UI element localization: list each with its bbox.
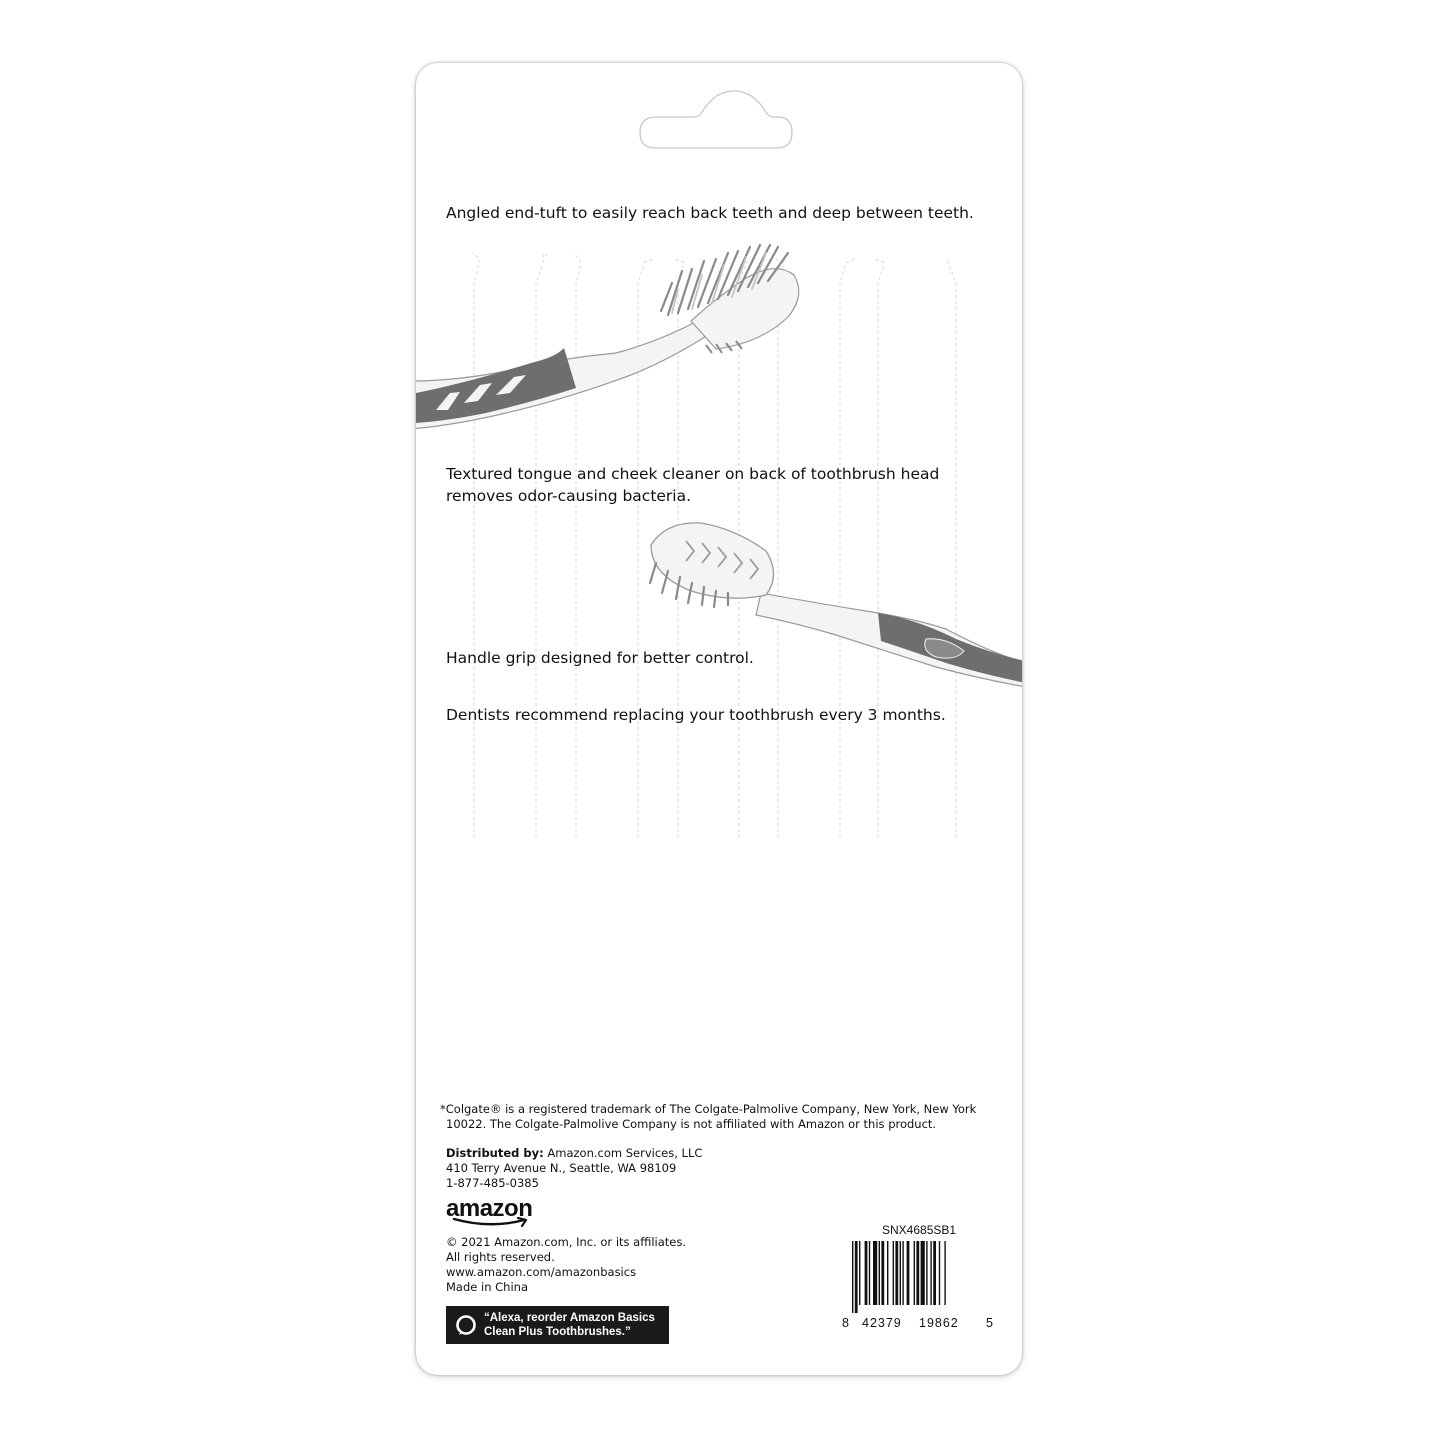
feature-replace-advice: Dentists recommend replacing your toothbrush every 3 months. [446,706,946,724]
barcode-digit-right: 5 [986,1316,993,1330]
website-url: www.amazon.com/amazonbasics [446,1265,637,1279]
trademark-notice-line2: 10022. The Colgate-Palmolive Company is not affiliated with Amazon or this product. [446,1117,937,1131]
blister-card-back [416,63,1022,1375]
alexa-reorder-badge [446,1306,669,1344]
alexa-ring-icon [455,1314,477,1336]
amazon-smile-icon [452,1217,552,1229]
barcode-digits-group1: 42379 [862,1316,902,1330]
copyright-block [446,1235,686,1295]
distributor-phone: 1-877-485-0385 [446,1176,539,1190]
feature-tongue-cleaner-line2: removes odor-causing bacteria. [446,487,692,505]
alexa-text-line1: “Alexa, reorder Amazon Basics [484,1312,655,1324]
distributor-line [446,1146,702,1161]
distributor-label: Distributed by: [446,1146,544,1160]
amazon-logo [446,1195,532,1223]
trademark-notice-line1: *Colgate® is a registered trademark of The Colgate-Palmolive Company, New York, New York [440,1102,977,1116]
made-in-line: Made in China [446,1280,528,1294]
copyright-line: © 2021 Amazon.com, Inc. or its affiliates. [446,1235,687,1249]
barcode-digits-group2: 19862 [919,1316,959,1330]
alexa-text-line2: Clean Plus Toothbrushes.” [484,1326,631,1338]
feature-tongue-cleaner-line1: Textured tongue and cheek cleaner on back of toothbrush head [446,465,940,483]
feature-end-tuft: Angled end-tuft to easily reach back teeth and deep between teeth. [446,204,974,222]
sku-code: SNX4685SB1 [882,1223,957,1237]
amazon-logo-text: amazon [446,1195,533,1222]
feature-handle-grip: Handle grip designed for better control. [446,649,754,667]
barcode [840,1241,990,1321]
distributor-address: 410 Terry Avenue N., Seattle, WA 98109 [446,1161,677,1175]
barcode-digit-left: 8 [842,1316,849,1330]
rights-line: All rights reserved. [446,1250,555,1264]
distributor-name: Amazon.com Services, LLC [547,1146,703,1160]
